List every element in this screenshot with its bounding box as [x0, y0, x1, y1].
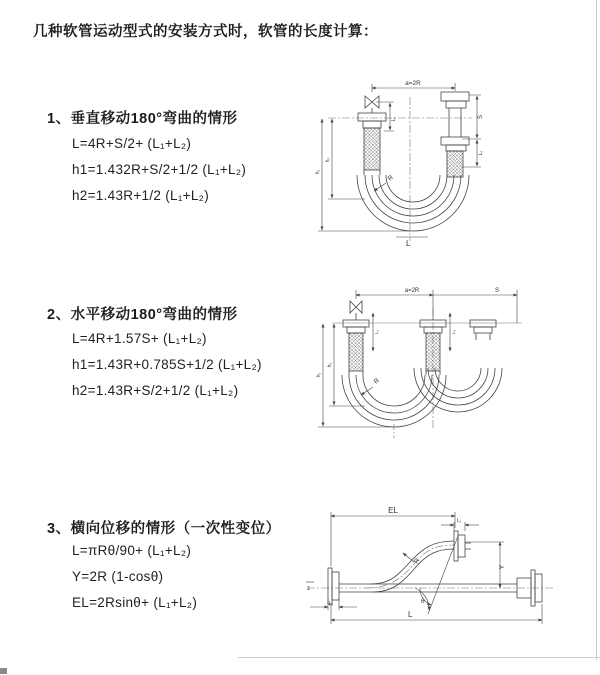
centerlines [307, 545, 553, 588]
dim-s-label: S [494, 288, 500, 294]
radius-label: R [372, 377, 381, 386]
braided-hose [364, 128, 380, 170]
hose-u-bends [342, 368, 502, 427]
dim-a-label: a=2R [404, 288, 420, 294]
right-fitting [441, 92, 469, 177]
page-title: 几种软管运动型式的安装方式时，软管的长度计算： [33, 24, 378, 40]
dim-h1-label: h₁ [316, 372, 322, 378]
upper-flange [454, 531, 471, 561]
centerlines [332, 308, 522, 438]
dim-el-label: EL [388, 506, 398, 515]
valve-icon [350, 301, 362, 320]
dim-s-label: S [478, 114, 484, 120]
scan-corner-mark [0, 668, 7, 674]
scan-edge-right [596, 0, 597, 660]
hose-u-bend [357, 175, 469, 231]
fittings [343, 320, 496, 371]
figure-horizontal-180-bend [310, 280, 600, 460]
valve-icon [365, 96, 379, 113]
dimension-labels [316, 288, 499, 386]
dim-h2-label: h₂ [325, 157, 331, 163]
dim-l1-label: L₁ [456, 518, 462, 524]
left-fitting [358, 113, 386, 175]
braided-hose [349, 333, 363, 371]
left-flange [328, 568, 339, 604]
formula-line: EL=2Rsinθ+ (L₁+L₂) [72, 595, 198, 610]
dim-l2-label: L₂ [478, 150, 484, 156]
formula-line: L=πRθ/90+ (L₁+L₂) [72, 543, 192, 558]
formula-line: h2=1.43R+S/2+1/2 (L₁+L₂) [72, 383, 239, 398]
figure-lateral-displacement [295, 500, 600, 650]
braided-hose [447, 151, 463, 177]
length-label: L [406, 239, 411, 248]
scan-edge-bottom [238, 657, 600, 658]
formula-line: h2=1.43R+1/2 (L₁+L₂) [72, 188, 210, 203]
dim-a-label: a=2R [405, 80, 421, 87]
dim-l1-label: L₁ [391, 116, 397, 122]
dim-l-label: L [408, 610, 413, 619]
figure-vertical-180-bend [310, 75, 600, 255]
dimension-labels [307, 506, 506, 619]
formula-line: Y=2R (1-cosθ) [72, 569, 164, 584]
radius-label: R [386, 174, 395, 183]
dim-l1-label: L₁ [374, 329, 379, 335]
formula-line: L=4R+S/2+ (L₁+L₂) [72, 136, 192, 151]
braided-hose [426, 333, 440, 371]
dim-y-label: Y [499, 564, 506, 570]
hose-paths [339, 541, 517, 592]
dim-l2-label: L₂ [328, 601, 334, 607]
formula-line: h1=1.43R+0.785S+1/2 (L₁+L₂) [72, 357, 262, 372]
dim-h1-label: h₁ [315, 169, 321, 175]
angle-label: θ [421, 598, 425, 605]
axis-mark-label: z [307, 586, 310, 592]
formula-line: L=4R+1.57S+ (L₁+L₂) [72, 331, 207, 346]
section-1-heading: 1、垂直移动180°弯曲的情形 [47, 111, 238, 127]
dimension-lines [310, 512, 542, 624]
dim-h2-label: h₂ [327, 362, 333, 368]
radius-label: R [412, 557, 422, 566]
dim-l1-label: L₁ [451, 329, 456, 335]
section-3-heading: 3、横向位移的情形（一次性变位） [47, 521, 281, 537]
formula-line: h1=1.432R+S/2+1/2 (L₁+L₂) [72, 162, 247, 177]
dimension-lines [318, 290, 517, 427]
section-2-heading: 2、水平移动180°弯曲的情形 [47, 307, 238, 323]
